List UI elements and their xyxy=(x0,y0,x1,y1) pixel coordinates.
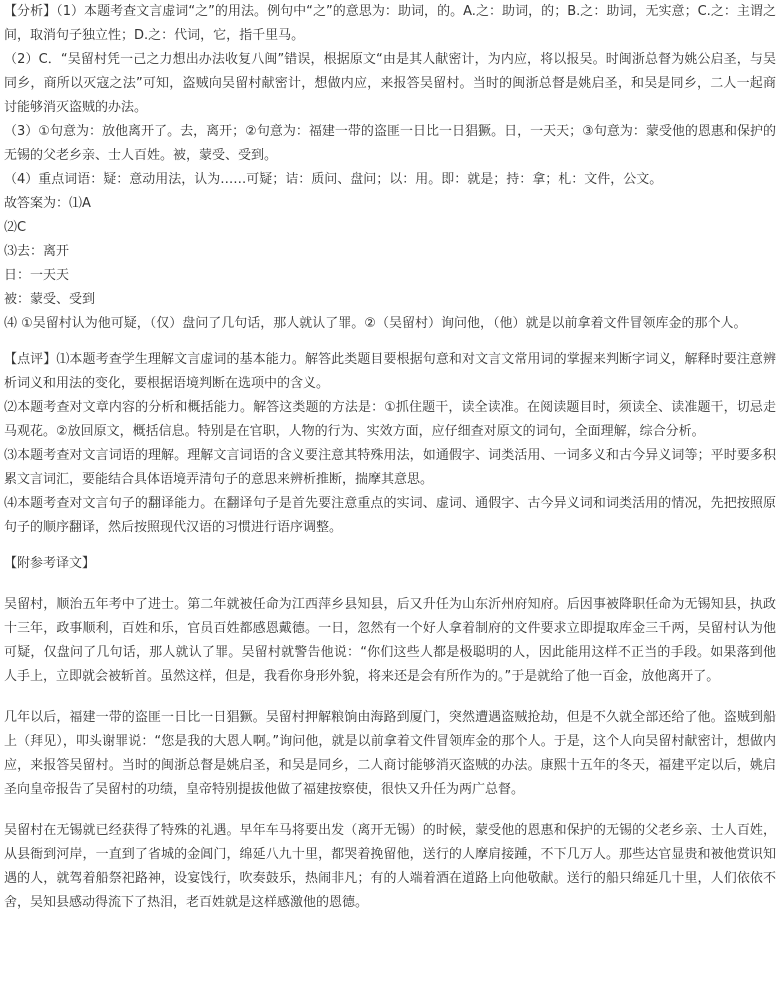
analysis-q4: （4）重点词语：疑：意动用法，认为……可疑；诘：质问、盘问；以：用。即：就是；持：拿；札：文件，公文。 xyxy=(4,172,663,187)
analysis-section xyxy=(4,0,776,336)
translation-paragraph-2: 几年以后，福建一带的盗匪一日比一日猖獗。吴留村押解粮饷由海路到厦门，突然遭遇盗贼抢劫，但是不久就全部还给了他。盗贼到船上（拜见），叩头谢罪说：“您是我的大恩人啊。”询问他，就是以前拿着文件冒领库金的那个人。于是，这个人向吴留村献密计，想做内应，来报答吴留村。当时的闽浙总督是姚启圣，和吴是同乡，二人商讨能够消灭盗贼的办法。康熙十五年的冬天，福建平定以后，姚启圣向皇帝报告了吴留村的功绩，皇帝特别提拔他做了福建按察使，很快又升任为两广总督。 xyxy=(4,710,776,797)
translation-heading: 【附参考译文】 xyxy=(4,556,96,571)
analysis-q3: （3）①句意为：放他离开了。去，离开；②句意为：福建一带的盗匪一日比一日猖獗。日，一天天；③句意为：蒙受他的恩惠和保护的无锡的父老乡亲、士人百姓。被，蒙受、受到。 xyxy=(4,124,776,163)
answer-line-3c: 被：蒙受、受到 xyxy=(4,292,96,307)
answer-line-3b: 日：一天天 xyxy=(4,268,70,283)
answer-line-4: ⑷ ①吴留村认为他可疑，（仅）盘问了几句话，那人就认了罪。②（吴留村）询问他，（他）就是以前拿着文件冒领库金的那个人。 xyxy=(4,316,747,331)
comment-q3: ⑶本题考查对文言词语的理解。理解文言词语的含义要注意其特殊用法，如通假字、词类活用、一词多义和古今异义词等；平时要多积累文言词汇，要能结合具体语境弄清句子的意思来辨析推断，揣摩其意思。 xyxy=(4,448,776,487)
comment-q2: ⑵本题考查对文章内容的分析和概括能力。解答这类题的方法是：①抓住题干，读全读准。在阅读题目时，须读全、读准题干，切忌走马观花。②放回原文，概括信息。特别是在官职，人物的行为、实效方面，应仔细查对原文的词句，全面理解，综合分析。 xyxy=(4,400,776,439)
answer-line-2: ⑵C xyxy=(4,220,27,235)
answer-line-3: ⑶去：离开 xyxy=(4,244,70,259)
translation-section xyxy=(4,552,776,915)
translation-paragraph-3: 吴留村在无锡就已经获得了特殊的礼遇。早年车马将要出发（离开无锡）的时候，蒙受他的恩惠和保护的无锡的父老乡亲、士人百姓，从县衙到河岸，一直到了省城的金阊门，绵延八九十里，都哭着挽留他，送行的人摩肩接踵，不下几万人。那些达官显贵和被他赏识知遇的人，就驾着船祭祀路神，设宴饯行，吹奏鼓乐，热闹非凡；有的人端着酒在道路上向他敬献。送行的船只绵延几十里，人们依依不舍，吴知县感动得流下了热泪，老百姓就是这样感激他的恩德。 xyxy=(4,823,776,910)
answer-line-1: 故答案为：⑴A xyxy=(4,196,91,211)
comment-section xyxy=(4,348,776,540)
analysis-q2: （2）C．“吴留村凭一己之力想出办法收复八闽”错误，根据原文“由是其人献密计，为内应，将以报吴。时闽浙总督为姚公启圣，与吴同乡，商所以灭寇之法”可知，盗贼向吴留村献密计，想做内应，来报答吴留村。当时的闽浙总督是姚启圣，和吴是同乡，二人一起商讨能够消灭盗贼的办法。 xyxy=(4,52,776,115)
analysis-q1: 【分析】（1）本题考查文言虚词“之”的用法。例句中“之”的意思为：助词，的。A.之：助词，的；B.之：助词，无实意；C.之：主谓之间，取消句子独立性；D.之：代词，它，指千里马。 xyxy=(4,4,776,43)
comment-q1: 【点评】⑴本题考查学生理解文言虚词的基本能力。解答此类题目要根据句意和对文言文常用词的掌握来判断字词义，解释时要注意辨析词义和用法的变化，要根据语境判断在选项中的含义。 xyxy=(4,352,776,391)
comment-q4: ⑷本题考查对文言句子的翻译能力。在翻译句子是首先要注意重点的实词、虚词、通假字、古今异义词和词类活用的情况，先把按照原句子的顺序翻译，然后按照现代汉语的习惯进行语序调整。 xyxy=(4,496,776,535)
translation-paragraph-1: 吴留村，顺治五年考中了进士。第二年就被任命为江西萍乡县知县，后又升任为山东沂州府知府。后因事被降职任命为无锡知县，执政十三年，政事顺利，百姓和乐，官员百姓都感恩戴德。一日，忽然有一个好人拿着制府的文件要求立即提取库金三千两，吴留村认为他可疑，仅盘问了几句话，那人就认了罪。吴留村就警告他说：“你们这些人都是极聪明的人，因此能用这样不正当的手段。如果落到他人手上，立即就会被斩首。虽然这样，但是，我看你身形外貌，将来还是会有所作为的。”于是就给了他一百金，放他离开了。 xyxy=(4,597,776,684)
